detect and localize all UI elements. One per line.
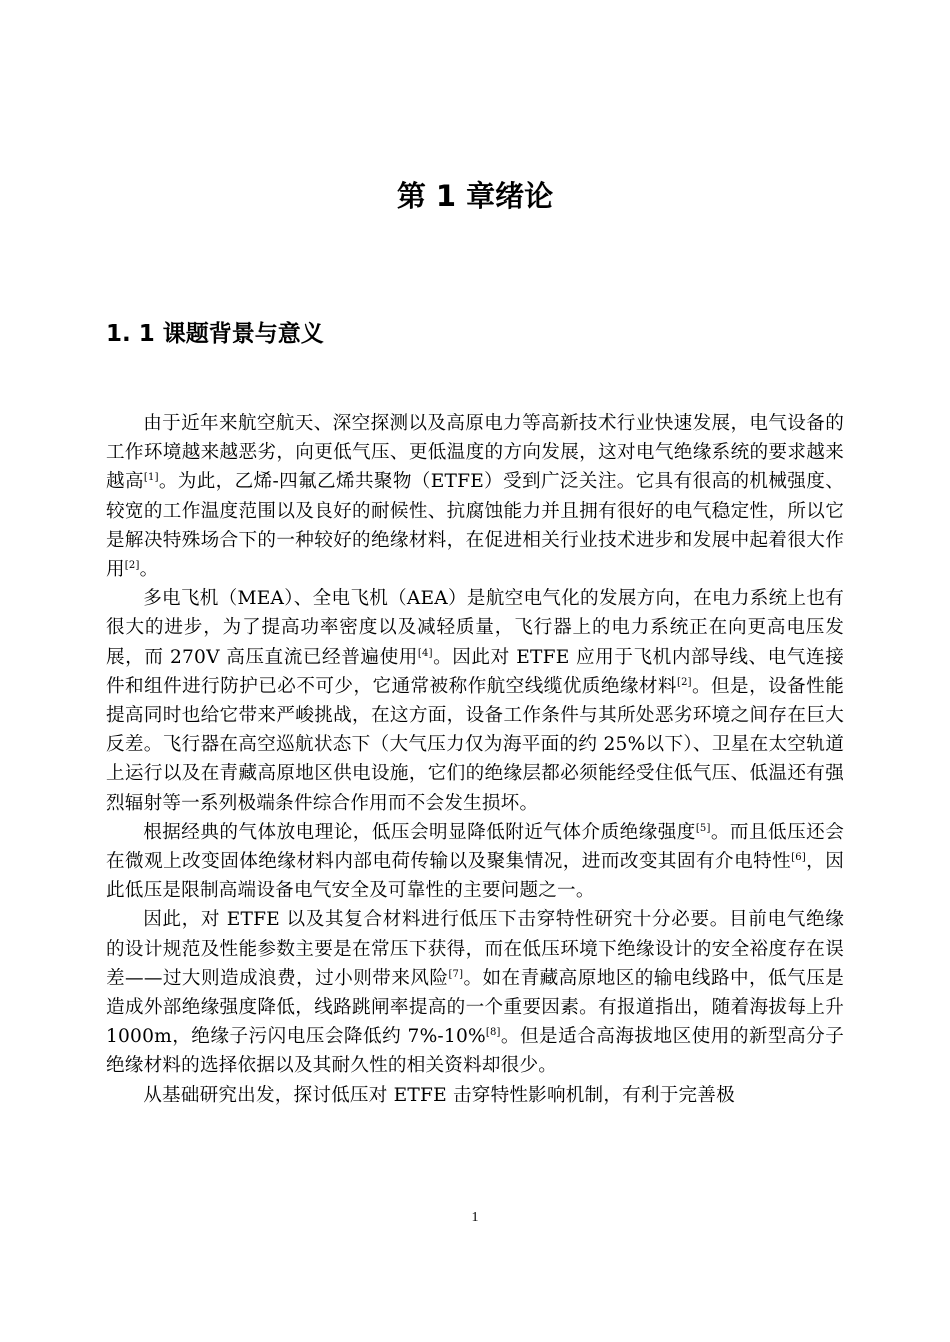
text-run: 。因此对 ETFE 应用于飞机内部导线、电气连接件和组件进行防护已必不可少，它通常被称作航空线缆优质绝缘材料 — [106, 646, 844, 697]
chapter-title: 第 1 章绪论 — [396, 179, 554, 213]
citation-ref: [2] — [676, 676, 692, 688]
citation-ref: [1] — [143, 472, 159, 484]
paragraph-4 — [106, 905, 844, 1080]
citation-ref: [8] — [485, 1027, 501, 1039]
text-run: 由于近年来航空航天、深空探测以及高原电力等高新技术行业快速发展，电气设备的工作环境越来越恶劣，向更低气压、更低温度的方向发展，这对电气绝缘系统的要求越来越高 — [106, 413, 844, 493]
paragraph-3 — [106, 818, 844, 906]
text-run: 。 — [139, 559, 159, 581]
text-run: ，因此低压是限制高端设备电气安全及可靠性的主要问题之一。 — [106, 851, 845, 902]
paragraph-2 — [106, 584, 844, 818]
text-run: 。为此，乙烯-四氟乙烯共聚物（ETFE）受到广泛关注。它具有很高的机械强度、较宽的工作温度范围以及良好的耐候性、抗腐蚀能力并且拥有很好的电气稳定性，所以它是解决特殊场合下的一种较好的绝缘材料，在促进相关行业技术进步和发展中起着很大作用 — [106, 471, 844, 581]
text-run: 根据经典的气体放电理论，低压会明显降低附近气体介质绝缘强度 — [143, 821, 696, 843]
paragraph-1 — [106, 409, 844, 584]
paragraph-5 — [106, 1081, 844, 1110]
citation-ref: [2] — [124, 560, 140, 572]
citation-ref: [4] — [417, 647, 433, 659]
section-title: 1. 1 课题背景与意义 — [106, 321, 324, 347]
citation-ref: [6] — [791, 852, 806, 864]
text-run: 。而且低压还会在微观上改变固体绝缘材料内部电荷传输以及聚集情况，进而改变其固有介电特性 — [106, 821, 844, 873]
text-run: 。但是，设备性能提高同时也给它带来严峻挑战，在这方面，设备工作条件与其所处恶劣环境之间存在巨大反差。飞行器在高空巡航状态下（大气压力仅为海平面的约 25%以下）、卫星在太空轨道上运行以及在青藏高原地区供电设施，它们的绝缘层都必须能经受住低气压、低温还有强烈辐射等一系列极端条件综合作用而不会发生损坏。 — [106, 675, 844, 814]
page-number: 1 — [471, 1210, 479, 1225]
citation-ref: [5] — [695, 822, 711, 834]
text-run: 。如在青藏高原地区的输电线路中，低气压是造成外部绝缘强度降低，线路跳闸率提高的一个重要因素。有报道指出，随着海拔每上升 1000m，绝缘子污闪电压会降低约 7%-10% — [106, 967, 844, 1048]
citation-ref: [7] — [448, 968, 464, 980]
text-run: 。但是适合高海拔地区使用的新型高分子绝缘材料的选择依据以及其耐久性的相关资料却很少。 — [106, 1026, 844, 1077]
body-text — [106, 409, 844, 1110]
text-run: 多电飞机（MEA）、全电飞机（AEA）是航空电气化的发展方向，在电力系统上也有很大的进步，为了提高功率密度以及减轻质量，飞行器上的电力系统正在向更高电压发展，而 270V 高压直流已经普遍使用 — [106, 588, 844, 668]
text-run: 从基础研究出发，探讨低压对 ETFE 击穿特性影响机制，有利于完善极 — [143, 1084, 735, 1106]
text-run: 因此，对 ETFE 以及其复合材料进行低压下击穿特性研究十分必要。目前电气绝缘的设计规范及性能参数主要是在常压下获得，而在低压环境下绝缘设计的安全裕度存在误差——过大则造成浪费，过小则带来风险 — [106, 909, 844, 989]
